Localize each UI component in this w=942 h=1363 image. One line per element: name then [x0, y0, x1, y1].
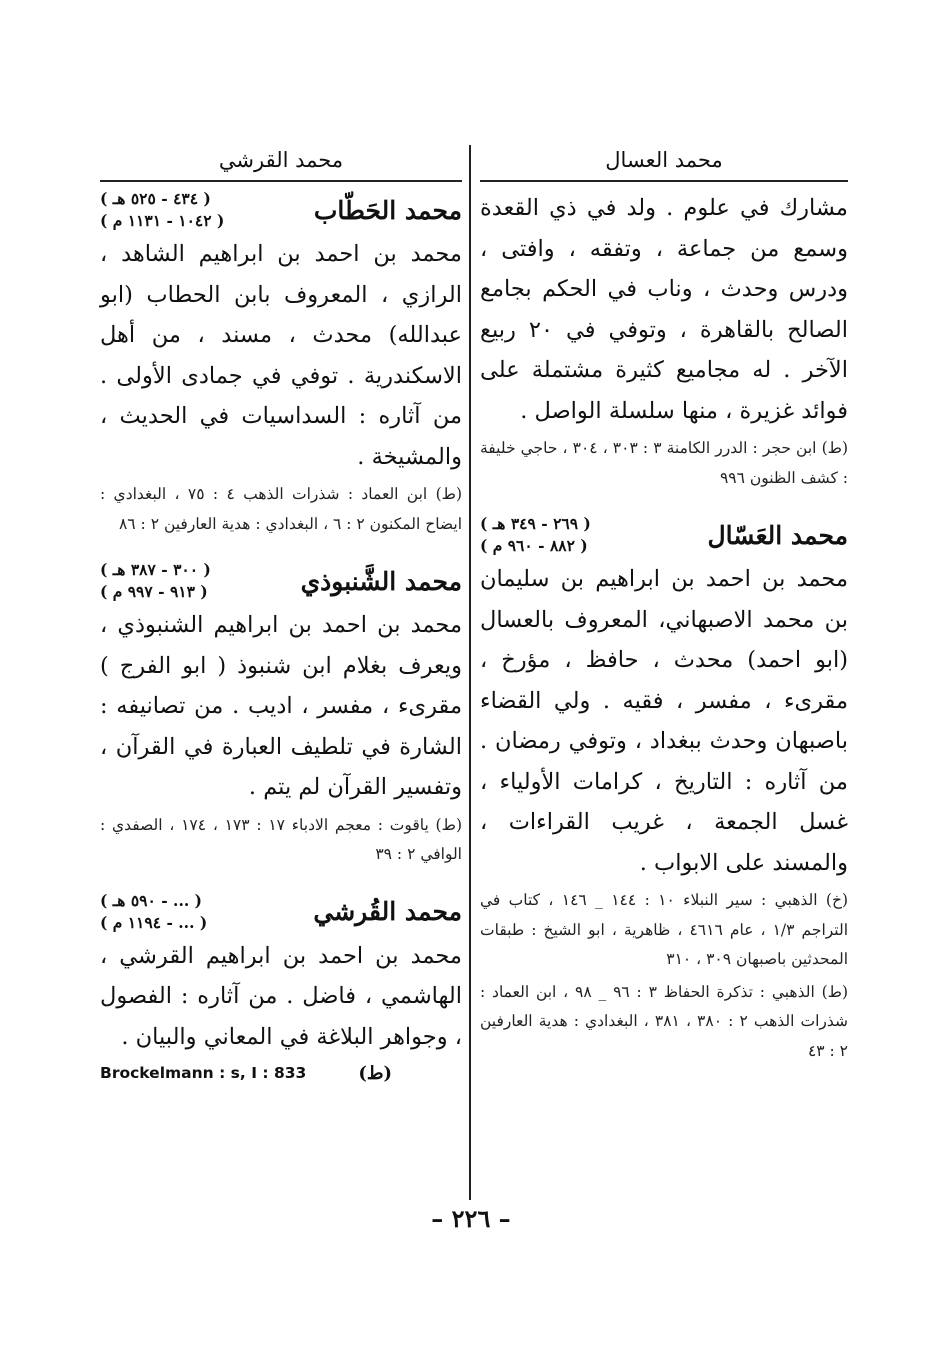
dates-gregorian: ( ٩١٣ - ٩٩٧ م ) [100, 582, 208, 601]
entry-reference: (ط) ابن العماد : شذرات الذهب ٤ : ٧٥ ، البغدادي : ايضاح المكنون ٢ : ٦ ، البغدادي : هدية العارفين ٢ : ٨٦ [100, 485, 462, 533]
dates-gregorian: ( ... - ١١٩٤ م ) [100, 912, 208, 932]
left-column-header: محمد القرشي [100, 140, 462, 182]
left-column [100, 140, 462, 1087]
continuation-reference: (ط) ابن حجر : الدرر الكامنة ٣ : ٣٠٣ ، ٣٠٤ ، حاجي خليفة : كشف الظنون ٩٩٦ [480, 439, 848, 487]
entry-reference-printed: (ط) الذهبي : تذكرة الحفاظ ٣ : ٩٦ _ ٩٨ ، ابن العماد : شذرات الذهب ٢ : ٣٨٠ ، ٣٨١ ، البغدادي : هدية العارفين ٢ : ٤٣ [480, 982, 849, 1060]
reference-abbr: (ط) [358, 1062, 393, 1084]
entry-reference: (ط) ياقوت : معجم الادباء ١٧ : ١٧٣ ، ١٧٤ ، الصفدي : الوافي ٢ : ٣٩ [100, 815, 462, 863]
entry-title: محمد القُرشي [313, 897, 462, 926]
entry-dates [100, 559, 211, 603]
entry-heading [100, 188, 462, 232]
entry-title: محمد العَسّال [707, 520, 848, 550]
entry-dates [100, 188, 224, 232]
entry-title: محمد الشَّنبوذي [300, 566, 462, 596]
entry-body: محمد بن احمد بن ابراهيم الشاهد ، الرازي ، المعروف بابن الحطاب (ابو عبدالله) محدث ، مسند ، من أهل الاسكندرية . توفي في جمادى الأولى . من آثاره : السداسيات في الحديث ، والمشيخة . [100, 241, 462, 470]
entry-dates [480, 513, 591, 557]
dates-hijri: ( ٣٠٠ - ٣٨٧ هـ ) [100, 560, 211, 579]
entry-body: محمد بن احمد بن ابراهيم بن سليمان بن محمد الاصبهاني، المعروف بالعسال (ابو احمد) محدث ، حافظ ، مؤرخ ، مقرىء ، مفسر ، فقيه . ولي القضاء باصبهان وحدث ببغداد ، وتوفي رمضان . من آثاره : التاريخ ، كرامات الأولياء ، غسل الجمعة ، غريب القراءات ، والمسند على الابواب . [480, 566, 848, 876]
entry-al-qurashi [100, 890, 462, 1088]
right-column-header: محمد العسال [480, 140, 848, 182]
entry-al-shanbudhi [100, 559, 462, 870]
dates-hijri: ( ٤٣٤ - ٥٢٥ هـ ) [100, 189, 211, 208]
dates-gregorian: ( ١٠٤٢ - ١١٣١ م ) [100, 211, 225, 230]
dates-gregorian: ( ٨٨٢ - ٩٦٠ م ) [480, 536, 588, 555]
dates-hijri: ( ٢٦٩ - ٣٤٩ هـ ) [480, 514, 591, 533]
entry-body: محمد بن احمد بن ابراهيم الشنبوذي ، ويعرف بغلام ابن شنبوذ ( ابو الفرج ) مقرىء ، مفسر ، اديب . من تصانيفه : الشارة في تلطيف العبارة في القرآن ، وتفسير القرآن لم يتم . [100, 612, 462, 800]
entry-heading [100, 559, 462, 603]
entry-title: محمد الحَطّاب [313, 195, 462, 225]
page-number: – ٢٢٦ – [431, 1204, 511, 1233]
entry-reference-latin [100, 1059, 462, 1087]
entry-al-assal [480, 513, 848, 1066]
reference-latin-text: Brockelmann : s, I : 833 [100, 1064, 307, 1082]
continuation-text: مشارك في علوم . ولد في ذي القعدة وسمع من جماعة ، وتفقه ، وافتى ، ودرس وحدث ، وناب في الحكم بجامع الصالح بالقاهرة ، وتوفي في ٢٠ ربيع الآخر . له مجاميع كثيرة مشتملة على فوائد غزيرة ، منها سلسلة الواصل . [480, 195, 848, 424]
column-divider [469, 145, 471, 1200]
entry-body: محمد بن احمد بن ابراهيم القرشي ، الهاشمي ، فاضل . من آثاره : الفصول ، وجواهر البلاغة في المعاني والبيان . [100, 942, 462, 1050]
entry-al-hattab [100, 188, 462, 539]
entry-heading [480, 513, 848, 557]
right-column [480, 140, 848, 1066]
entry-reference-manuscript: (خ) الذهبي : سير النبلاء ١٠ : ١٤٤ _ ١٤٦ ، كتاب في التراجم ١/٣ ، عام ٤٦١٦ ، ظاهرية ، ابو الشيخ : طبقات المحدثين باصبهان ٣٠٩ ، ٣١٠ [480, 891, 849, 968]
entry-heading [100, 890, 462, 934]
dates-hijri: ( ... - ٥٩٠ هـ ) [100, 890, 202, 910]
entry-dates [100, 890, 207, 934]
